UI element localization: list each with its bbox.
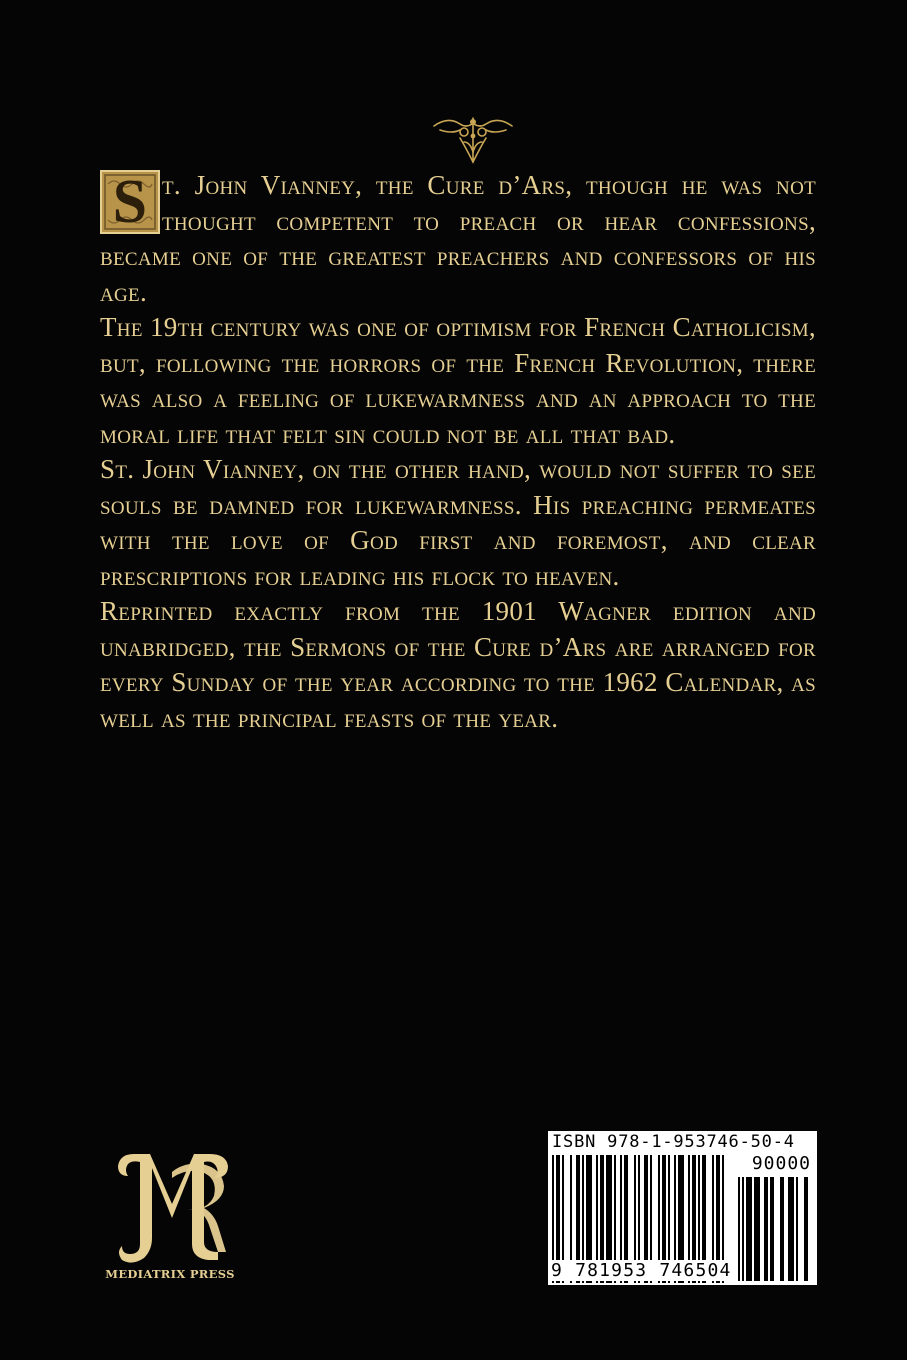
blurb-paragraph-3: St. John Vianney, on the other hand, would not suffer to see souls be damned for lukewarmness. His preaching permeates with the love of God first and foremost, and clear prescriptions for leading his flock to heaven. (100, 454, 816, 591)
barcode-addon-number: 90000 (751, 1153, 811, 1174)
fleuron-ornament-icon (430, 112, 516, 168)
blurb-paragraph-1 (100, 168, 816, 310)
barcode-number: 9 781953 746504 (551, 1260, 735, 1281)
mediatrix-press-monogram-icon (110, 1148, 240, 1268)
publisher-name: MEDIATRIX PRESS (105, 1267, 235, 1281)
blurb-paragraph-1-text: t. John Vianney, the Cure d’Ars, though he was not thought competent to preach or hear confessions, became one of the greatest preachers and confessors of his age. (100, 170, 816, 307)
blurb-paragraph-2: The 19th century was one of optimism for French Catholicism, but, following the horrors of the French Revolution, there was also a feeling of lukewarmness and an approach to the moral life that felt sin could not be all that bad. (100, 312, 816, 449)
blurb-paragraph-4: Reprinted exactly from the 1901 Wagner edition and unabridged, the Sermons of the Cure d’Ars are arranged for every Sunday of the year according to the 1962 Calendar, as well as the principal feasts of the year. (100, 596, 816, 733)
cover-blurb (100, 168, 816, 736)
dropcap: S (100, 170, 160, 234)
isbn-label: ISBN 978-1-953746-50-4 (552, 1132, 795, 1152)
isbn-barcode (548, 1131, 817, 1285)
